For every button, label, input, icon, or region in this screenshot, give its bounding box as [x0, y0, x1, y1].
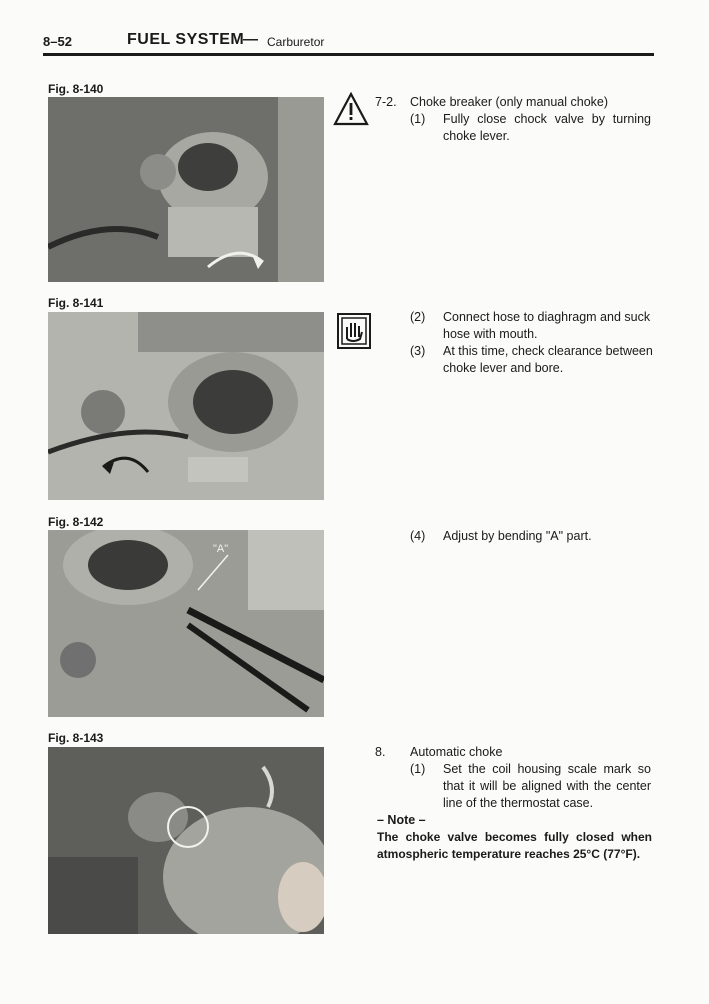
step-text: Adjust by bending "A" part. [443, 529, 592, 543]
step-text: Fully close chock valve by turning [443, 112, 651, 126]
step-title: Choke breaker (only manual choke) [410, 95, 609, 109]
step-number: 8. [375, 745, 386, 759]
substep-number: (2) [410, 310, 426, 324]
header-rule [43, 53, 654, 56]
note-text: atmospheric temperature reaches 25°C (77°F). [377, 847, 641, 861]
hand-inspection-icon [337, 313, 371, 349]
figure-label: Fig. 8-141 [48, 296, 104, 310]
header-dash: — [243, 31, 258, 48]
step-text: hose with mouth. [443, 327, 538, 341]
step-text: choke lever. [443, 129, 510, 143]
step-text: choke lever and bore. [443, 361, 564, 375]
note-heading: – Note – [377, 813, 426, 827]
substep-number: (1) [410, 762, 426, 776]
substep-number: (1) [410, 112, 426, 126]
step-text: that it will be aligned with the center [443, 779, 651, 793]
note-text: The choke valve becomes fully closed when [377, 830, 652, 844]
step-title: Automatic choke [410, 745, 503, 759]
carburetor-photo-illustration [48, 530, 324, 717]
callout-a-label: "A" [213, 543, 229, 555]
figure-photo-carburetor [48, 97, 324, 282]
substep-number: (3) [410, 344, 426, 358]
figure-photo-carburetor [48, 747, 324, 934]
step-text: Connect hose to diaghragm and suck [443, 310, 651, 324]
step-text: line of the thermostat case. [443, 796, 594, 810]
substep-number: (4) [410, 529, 426, 543]
figure-label: Fig. 8-143 [48, 731, 104, 745]
step-text: At this time, check clearance between [443, 344, 653, 358]
figure-label: Fig. 8-142 [48, 515, 104, 529]
figure-photo-carburetor [48, 312, 324, 500]
carburetor-photo-illustration [48, 747, 324, 934]
step-text: Set the coil housing scale mark so [443, 762, 651, 776]
figure-label: Fig. 8-140 [48, 82, 104, 96]
warning-triangle-icon [333, 92, 369, 126]
step-number: 7-2. [375, 95, 397, 109]
subsection-title: Carburetor [267, 35, 325, 49]
carburetor-photo-illustration [48, 97, 324, 282]
section-title: FUEL SYSTEM [127, 31, 245, 48]
figure-photo-carburetor [48, 530, 324, 717]
page-number: 8–52 [43, 34, 72, 49]
carburetor-photo-illustration [48, 312, 324, 500]
